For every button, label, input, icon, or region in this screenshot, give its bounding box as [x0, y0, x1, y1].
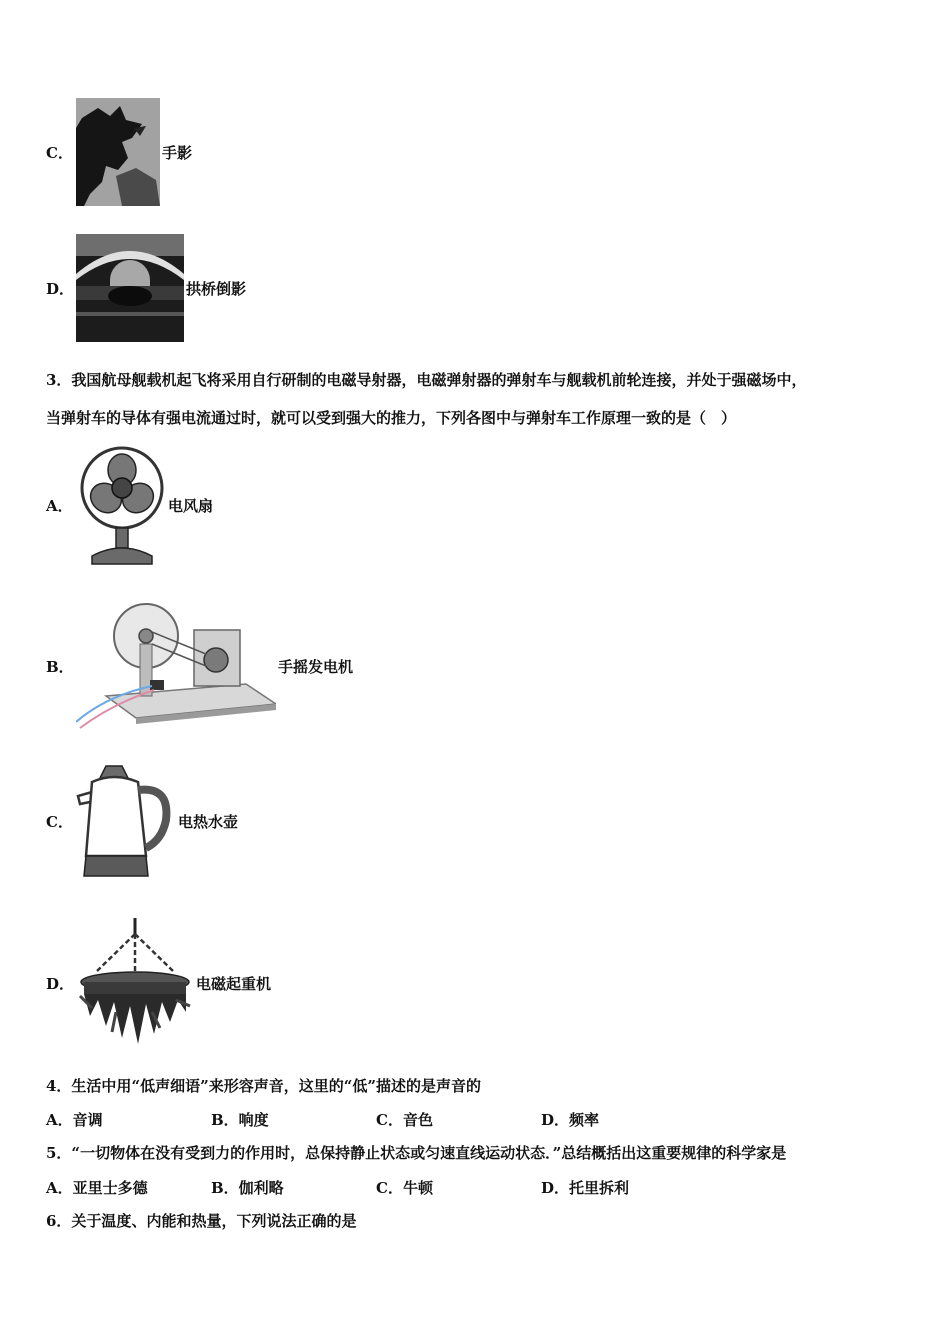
q4-choice-b[interactable]: B．响度	[211, 1111, 269, 1129]
q5-choice-a[interactable]: A．亚里士多德	[46, 1179, 148, 1197]
option-caption: 电风扇	[168, 496, 214, 515]
option-caption: 拱桥倒影	[186, 279, 247, 298]
q2-option-c[interactable]	[46, 98, 192, 206]
q5-stem: 5．“一切物体在没有受到力的作用时，总保持静止状态或匀速直线运动状态．”总结概括出这重要规律的科学家是	[46, 1144, 787, 1162]
option-caption: 电磁起重机	[196, 974, 272, 993]
q4-choices	[46, 1109, 706, 1130]
q3-option-a[interactable]	[46, 442, 213, 568]
option-letter: C．	[46, 812, 73, 831]
option-letter: D．	[46, 974, 75, 993]
q5-choice-c[interactable]: C．牛顿	[376, 1179, 433, 1197]
q5-choice-d[interactable]: D．托里拆利	[541, 1179, 630, 1197]
q4-choice-d[interactable]: D．频率	[541, 1111, 600, 1129]
q6-stem: 6．关于温度、内能和热量，下列说法正确的是	[46, 1212, 357, 1230]
electromagnetic-crane-image	[76, 916, 194, 1050]
arch-bridge-image	[76, 234, 184, 342]
option-letter: D．	[46, 279, 75, 298]
option-caption: 手摇发电机	[278, 657, 354, 676]
q3-option-c[interactable]	[46, 760, 238, 882]
q2-option-d[interactable]	[46, 234, 246, 342]
hand-crank-generator-image	[76, 600, 276, 732]
option-letter: A．	[46, 496, 73, 515]
q3-stem-line-2: 当弹射车的导体有强电流通过时，就可以受到强大的推力，下列各图中与弹射车工作原理一致的是（ ）	[46, 409, 737, 427]
hand-shadow-image	[76, 98, 160, 206]
q3-option-b[interactable]	[46, 600, 353, 732]
q5-choice-b[interactable]: B．伽利略	[211, 1179, 284, 1197]
q4-stem: 4．生活中用“低声细语”来形容声音，这里的“低”描述的是声音的	[46, 1077, 481, 1095]
option-caption: 手影	[162, 143, 193, 162]
q3-option-d[interactable]	[46, 916, 271, 1050]
option-letter: B．	[46, 657, 74, 676]
option-letter: C．	[46, 143, 73, 162]
electric-fan-image	[76, 442, 166, 568]
q3-stem-line-1: 3．我国航母舰载机起飞将采用自行研制的电磁导射器，电磁弹射器的弹射车与舰载机前轮连接，并处于强磁场中，	[46, 371, 807, 389]
q4-choice-a[interactable]: A．音调	[46, 1111, 103, 1129]
option-caption: 电热水壶	[178, 812, 239, 831]
q4-choice-c[interactable]: C．音色	[376, 1111, 433, 1129]
q5-choices	[46, 1177, 706, 1198]
electric-kettle-image	[76, 760, 176, 882]
